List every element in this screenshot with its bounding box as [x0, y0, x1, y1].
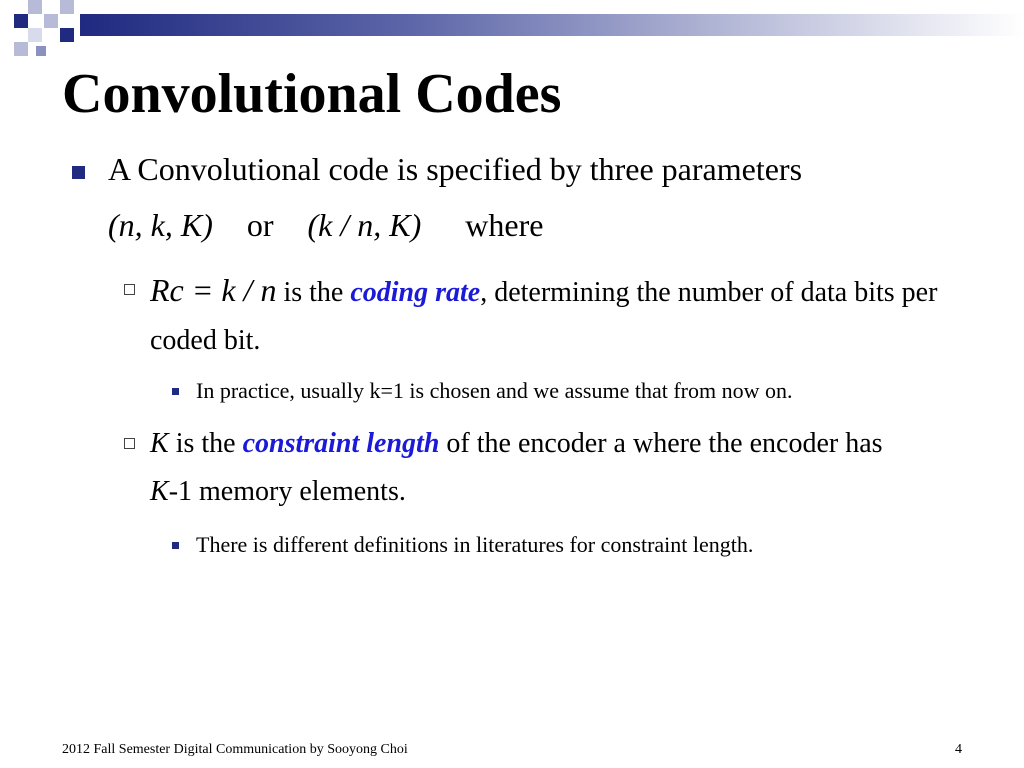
coding-rate-post: , determining the number of data bits per coded bit.: [150, 277, 938, 356]
parameter-formula-1: (n, k, K): [108, 207, 213, 243]
constraint-length-term: constraint length: [242, 428, 440, 459]
coding-rate-item: [150, 266, 960, 365]
bullet-text: A Convolutional code is specified by three parameters: [108, 151, 803, 187]
page-number: 4: [955, 742, 962, 757]
constraint-pre: is the: [175, 428, 236, 459]
constraint-post: of the encoder a where the encoder has: [446, 428, 883, 459]
header-gradient-bar: [80, 14, 1024, 36]
small-bullet-icon: [172, 388, 179, 395]
coding-rate-pre: is the: [283, 277, 344, 308]
slide-title: Convolutional Codes: [62, 63, 562, 125]
constraint-length-note: There is different definitions in literatures for constraint length.: [196, 532, 754, 557]
parameter-formula-2: (k / n, K): [307, 207, 422, 243]
coding-rate-note: In practice, usually k=1 is chosen and we assume that from now on.: [196, 378, 793, 403]
hollow-square-bullet-icon: [124, 284, 135, 295]
where-text: where: [465, 207, 544, 243]
constraint-var: K: [150, 428, 169, 459]
coding-rate-formula: Rc = k / n: [150, 272, 277, 308]
constraint-length-item: [150, 420, 910, 516]
constraint-post2: -1 memory elements.: [168, 476, 406, 507]
coding-rate-term: coding rate: [350, 277, 481, 308]
small-bullet-icon: [172, 542, 179, 549]
footer-text: 2012 Fall Semester Digital Communication by Sooyong Choi: [62, 742, 408, 757]
constraint-var2: K: [150, 476, 169, 507]
parameters-line: [108, 207, 543, 244]
decorative-squares: [0, 0, 90, 70]
bullet-square-icon: [72, 166, 85, 179]
connector-text: or: [246, 207, 274, 243]
hollow-square-bullet-icon: [124, 438, 135, 449]
